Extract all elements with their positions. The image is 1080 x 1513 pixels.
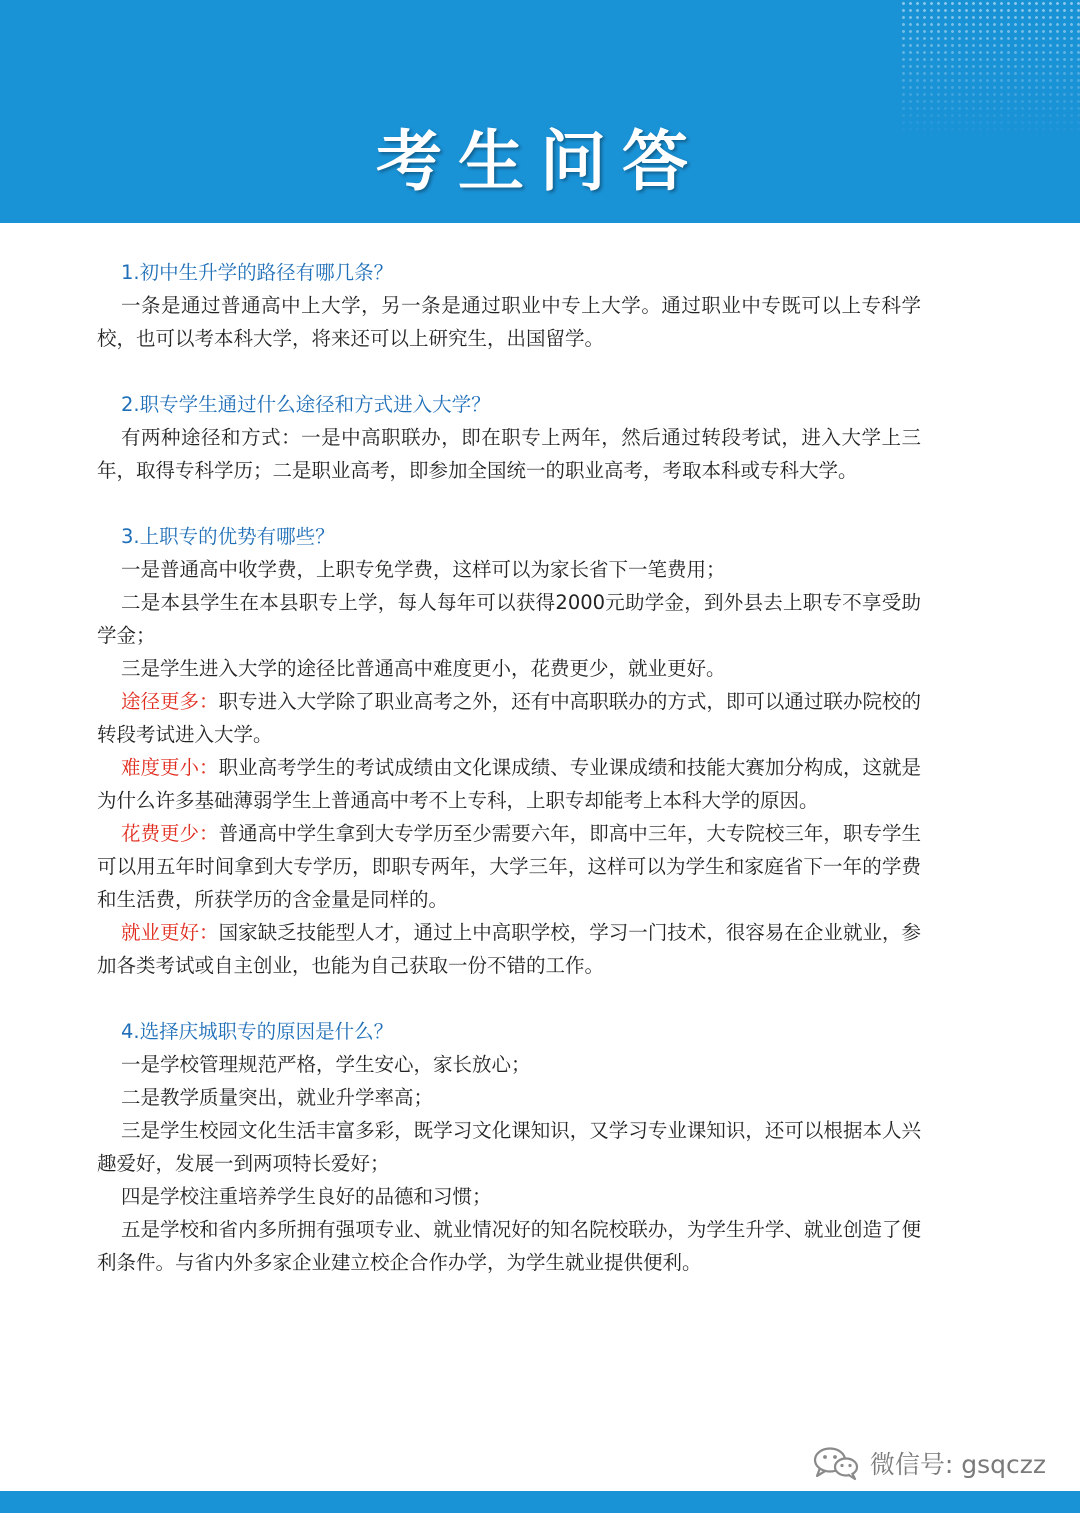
answer-3-paragraph: 一是普通高中收学费，上职专免学费，这样可以为家长省下一笔费用； bbox=[121, 558, 726, 581]
highlight-label: 途径更多： bbox=[121, 690, 219, 713]
qa-section-2 bbox=[97, 388, 921, 487]
qa-section-3 bbox=[97, 520, 921, 982]
highlight-paragraph bbox=[97, 751, 921, 817]
question-3: 3.上职专的优势有哪些？ bbox=[121, 525, 335, 548]
highlight-label: 花费更少： bbox=[121, 822, 219, 845]
page-title: 考生问答 bbox=[376, 122, 704, 200]
highlight-text: 职专进入大学除了职业高考之外，还有中高职联办的方式，即可以通过联办院校的转段考试进入大学。 bbox=[97, 690, 921, 746]
answer-2-paragraph: 有两种途径和方式：一是中高职联办，即在职专上两年，然后通过转段考试，进入大学上三年，取得专科学历；二是职业高考，即参加全国统一的职业高考，考取本科或专科大学。 bbox=[97, 426, 921, 482]
answer-4-paragraph: 四是学校注重培养学生良好的品德和习惯； bbox=[121, 1185, 492, 1208]
question-1: 1.初中生升学的路径有哪几条？ bbox=[121, 261, 394, 284]
header-banner bbox=[0, 0, 1080, 223]
highlight-text: 职业高考学生的考试成绩由文化课成绩、专业课成绩和技能大赛加分构成，这就是为什么许多基础薄弱学生上普通高中考不上专科，上职专却能考上本科大学的原因。 bbox=[97, 756, 921, 812]
qa-section-4 bbox=[97, 1015, 921, 1279]
highlight-text: 国家缺乏技能型人才，通过上中高职学校，学习一门技术，很容易在企业就业，参加各类考试或自主创业，也能为自己获取一份不错的工作。 bbox=[97, 921, 921, 977]
answer-1-paragraph: 一条是通过普通高中上大学，另一条是通过职业中专上大学。通过职业中专既可以上专科学校，也可以考本科大学，将来还可以上研究生，出国留学。 bbox=[97, 294, 921, 350]
answer-4-paragraph: 二是教学质量突出，就业升学率高； bbox=[121, 1086, 434, 1109]
answer-4-paragraph: 三是学生校园文化生活丰富多彩，既学习文化课知识，又学习专业课知识，还可以根据本人兴趣爱好，发展一到两项特长爱好； bbox=[97, 1119, 921, 1175]
answer-4-paragraph: 五是学校和省内多所拥有强项专业、就业情况好的知名院校联办，为学生升学、就业创造了便利条件。与省内外多家企业建立校企合作办学，为学生就业提供便利。 bbox=[97, 1218, 921, 1274]
question-2: 2.职专学生通过什么途径和方式进入大学？ bbox=[121, 393, 491, 416]
wechat-icon bbox=[812, 1445, 860, 1481]
qa-content bbox=[97, 256, 921, 1312]
highlight-paragraph bbox=[97, 817, 921, 916]
qa-section-1 bbox=[97, 256, 921, 355]
highlight-paragraph bbox=[97, 685, 921, 751]
question-4: 4.选择庆城职专的原因是什么？ bbox=[121, 1020, 394, 1043]
wechat-watermark bbox=[812, 1443, 1046, 1483]
footer-bar bbox=[0, 1491, 1080, 1513]
answer-3-paragraph: 二是本县学生在本县职专上学，每人每年可以获得2000元助学金，到外县去上职专不享受助学金； bbox=[97, 591, 921, 647]
watermark-text: 微信号: gsqczz bbox=[869, 1450, 1046, 1479]
highlight-label: 就业更好： bbox=[121, 921, 219, 944]
highlight-label: 难度更小： bbox=[121, 756, 219, 779]
answer-4-paragraph: 一是学校管理规范严格，学生安心，家长放心； bbox=[121, 1053, 531, 1076]
highlight-paragraph bbox=[97, 916, 921, 982]
highlight-text: 普通高中学生拿到大专学历至少需要六年，即高中三年，大专院校三年，职专学生可以用五年时间拿到大专学历，即职专两年，大学三年，这样可以为学生和家庭省下一年的学费和生活费，所获学历的含金量是同样的。 bbox=[97, 822, 921, 911]
answer-3-paragraph: 三是学生进入大学的途径比普通高中难度更小，花费更少，就业更好。 bbox=[121, 657, 726, 680]
